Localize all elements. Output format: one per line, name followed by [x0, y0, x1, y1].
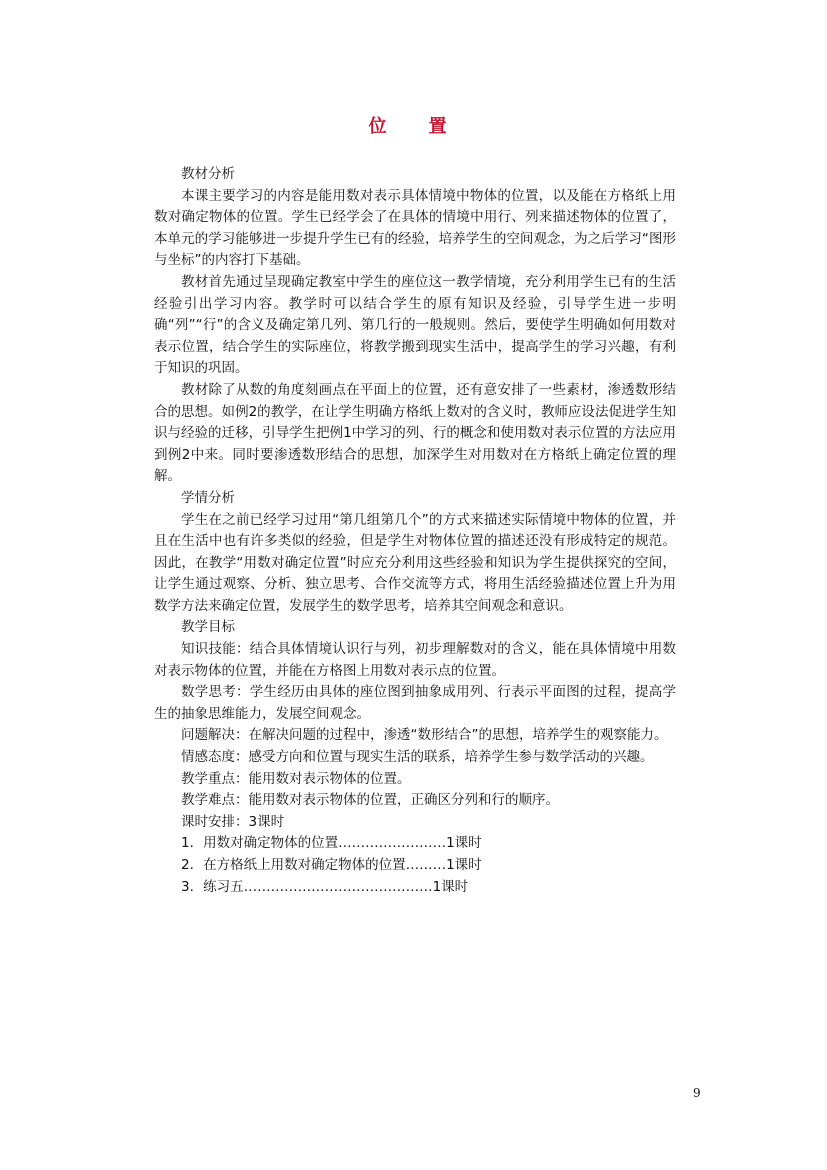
key-point: 教学重点：能用数对表示物体的位置。: [181, 770, 411, 787]
paragraph: 问题解决：在解决问题的过程中，渗透“数形结合”的思想，培养学生的观察能力。: [181, 727, 668, 744]
paragraph: 学生在之前已经学习过用“第几组第几个”的方式来描述实际情境中物体的位置，并且在生活中也有许多类似的经验，但是学生对物体位置的描述还没有形成特定的规范。因此，在教学“用数对确定位置”时应充分利用这些经验和知识为学生提供探究的空间，让学生通过观察、分析、独立思考、合作交流等方式，将用生活经验描述位置上升为用数学方法来确定位置，发展学生的数学思考，培养其空间观念和意识。: [154, 511, 676, 614]
schedule-item: 1．用数对确定物体的位置……………………1课时: [181, 835, 482, 852]
paragraph: 数学思考：学生经历由具体的座位图到抽象成用列、行表示平面图的过程，提高学生的抽象思维能力，发展空间观念。: [154, 684, 676, 722]
schedule-intro: 课时安排：3课时: [181, 813, 285, 830]
page-title: 位 置: [368, 116, 459, 137]
paragraph: 知识技能：结合具体情境认识行与列，初步理解数对的含义，能在具体情境中用数对表示物体的位置，并能在方格图上用数对表示点的位置。: [154, 641, 676, 679]
section-heading-teaching-goals: 教学目标: [181, 619, 235, 636]
paragraph: 教材除了从数的角度刻画点在平面上的位置，还有意安排了一些素材，渗透数形结合的思想。如例2的教学，在让学生明确方格纸上数对的含义时，教师应设法促进学生知识与经验的迁移，引导学生把例1中学习的列、行的概念和使用数对表示位置的方法应用到例2中来。同时要渗透数形结合的思想，加深学生对用数对在方格纸上确定位置的理解。: [154, 381, 676, 485]
paragraph: 教材首先通过呈现确定教室中学生的座位这一教学情境，充分利用学生已有的生活经验引出学习内容。教学时可以结合学生的原有知识及经验，引导学生进一步明确“列”“行”的含义及确定第几列、第几行的一般规则。然后，要使学生明确如何用数对表示位置，结合学生的实际座位，将教学搬到现实生活中，提高学生的学习兴趣，有利于知识的巩固。: [154, 273, 676, 377]
section-heading-student-analysis: 学情分析: [181, 489, 235, 506]
difficulty-point: 教学难点：能用数对表示物体的位置，正确区分列和行的顺序。: [181, 792, 559, 809]
section-heading-textbook-analysis: 教材分析: [181, 166, 235, 182]
schedule-item: 2．在方格纸上用数对确定物体的位置………1课时: [181, 857, 482, 873]
schedule-item: 3．练习五……………………………………1课时: [181, 878, 469, 895]
document-body: [154, 164, 676, 898]
paragraph: 情感态度：感受方向和位置与现实生活的联系，培养学生参与数学活动的兴趣。: [181, 749, 654, 766]
paragraph: 本课主要学习的内容是能用数对表示具体情境中物体的位置，以及能在方格纸上用数对确定物体的位置。学生已经学会了在具体的情境中用行、列来描述物体的位置了，本单元的学习能够进一步提升学生已有的经验，培养学生的空间观念，为之后学习“图形与坐标”的内容打下基础。: [154, 187, 676, 269]
page-number: 9: [693, 1086, 701, 1100]
